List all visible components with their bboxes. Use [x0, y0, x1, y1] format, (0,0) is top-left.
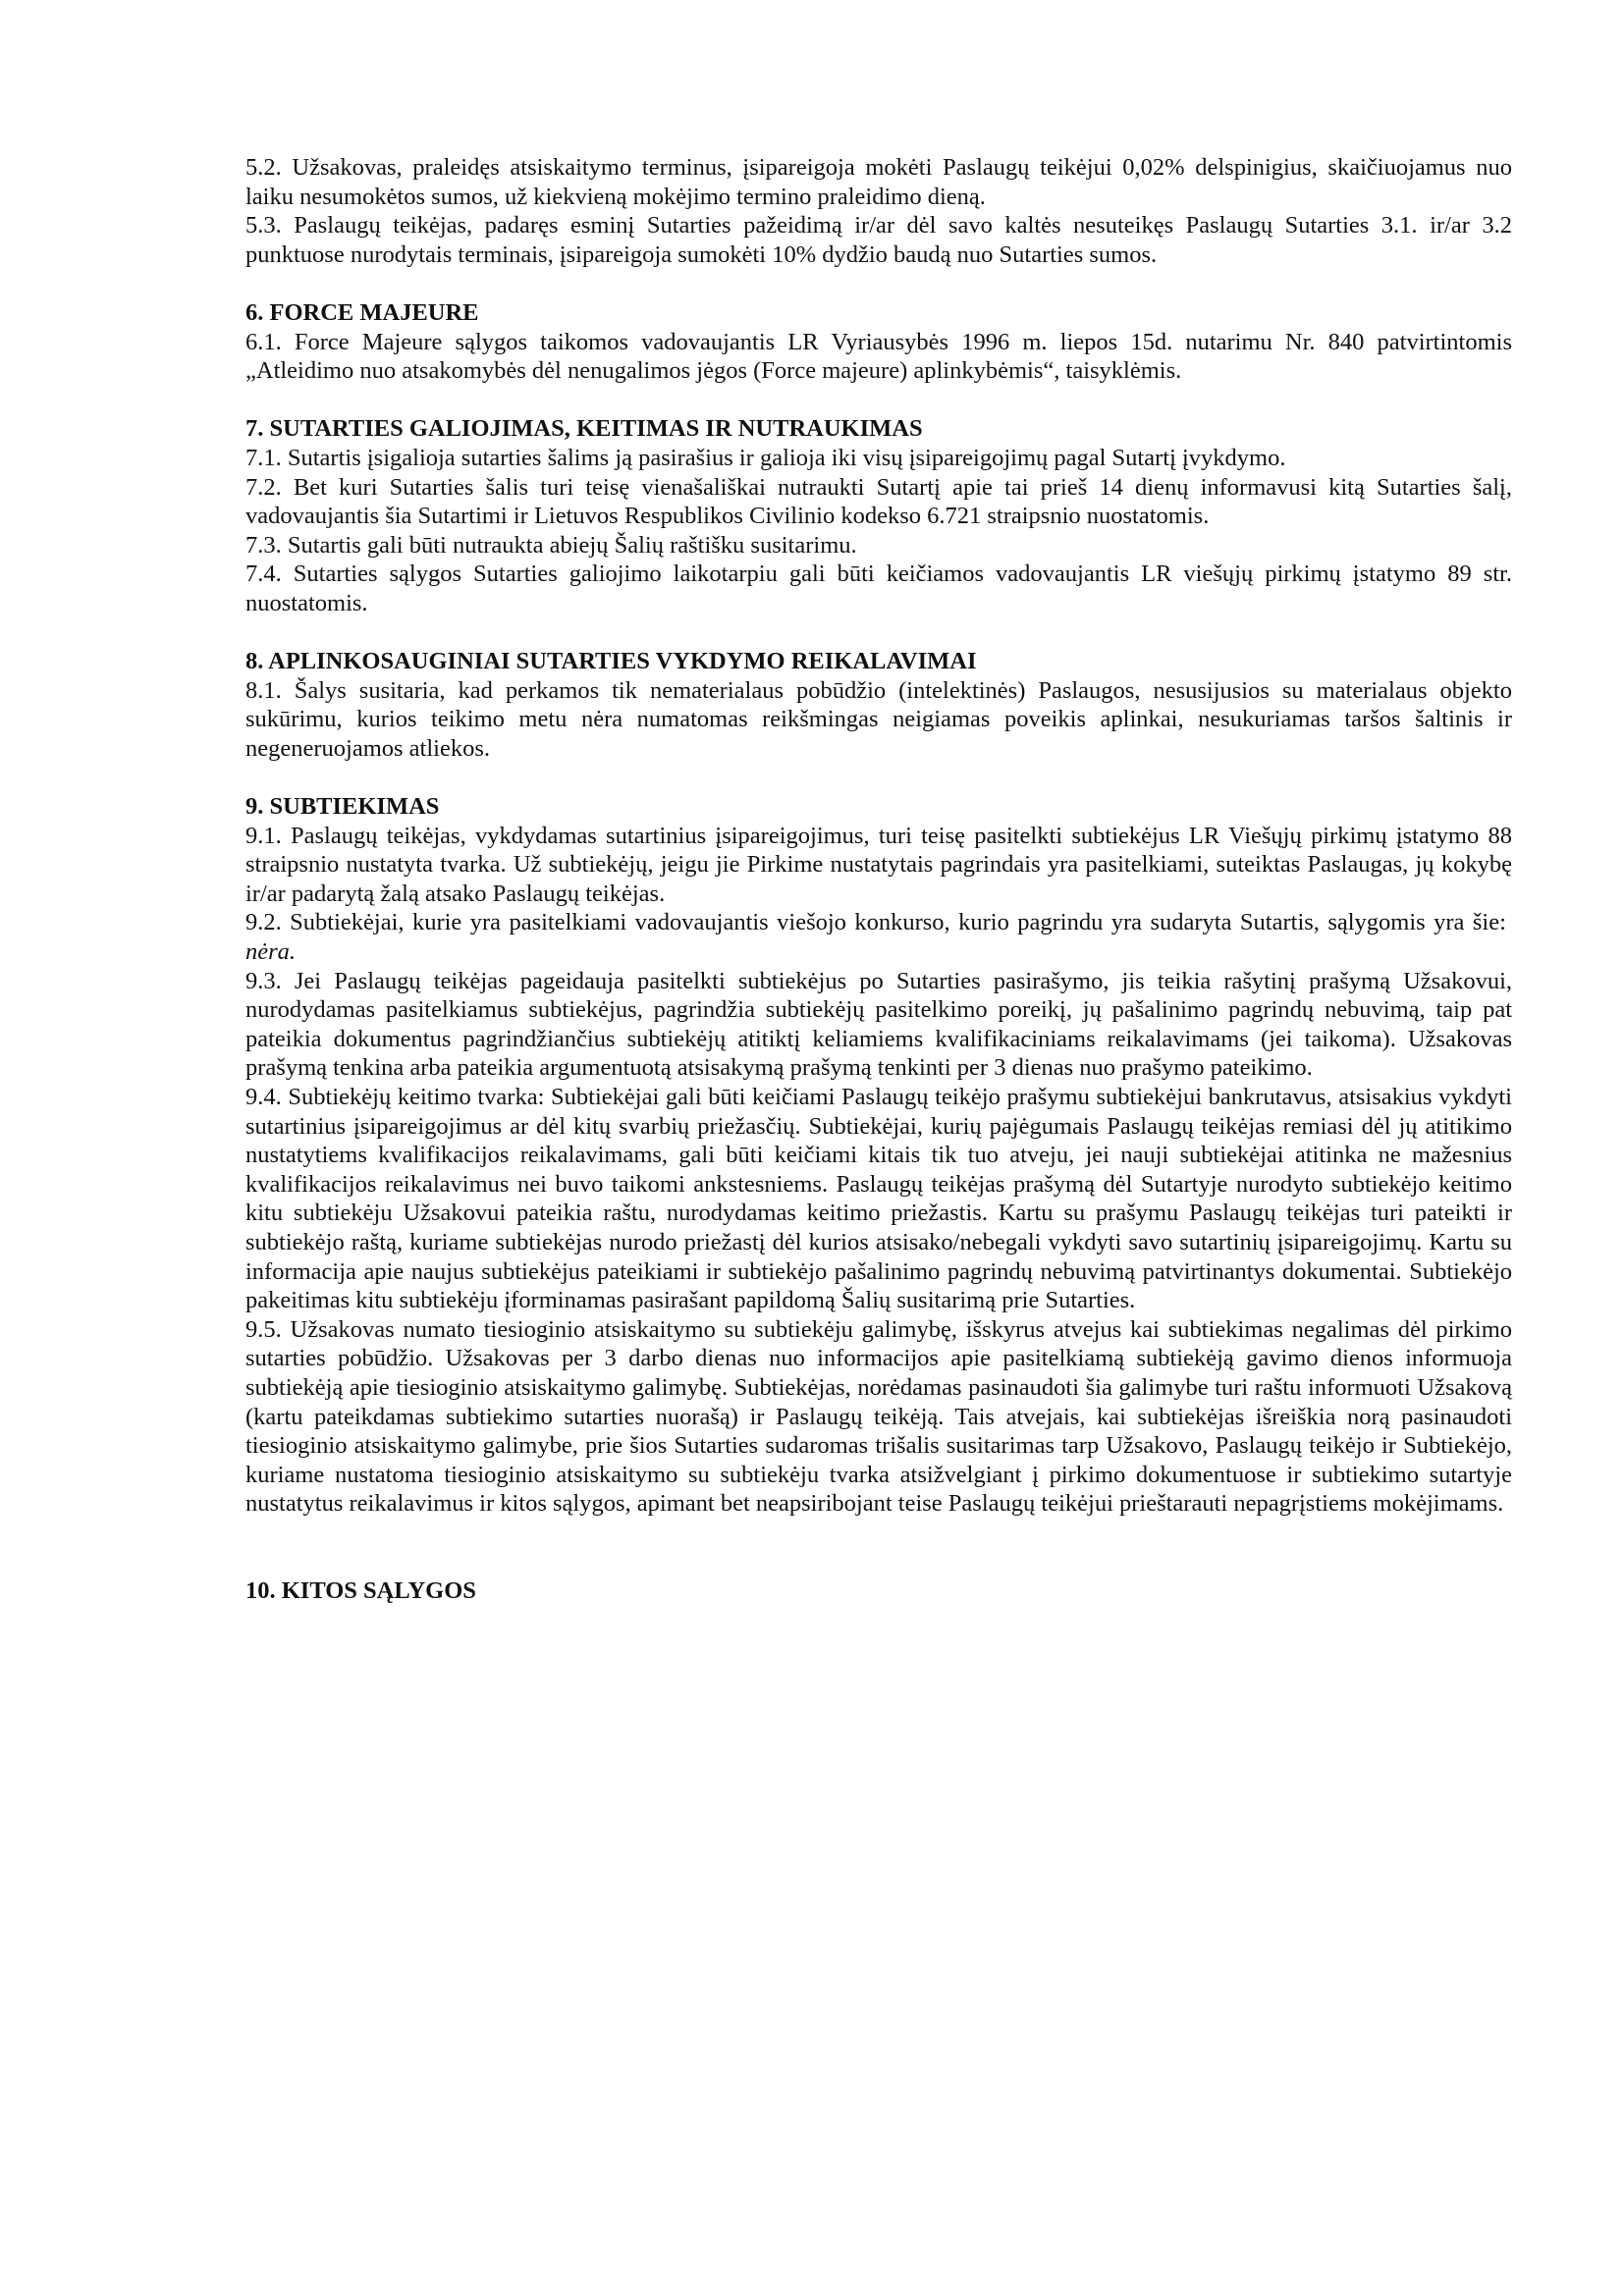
- clause-9-2-text: 9.2. Subtiekėjai, kurie yra pasitelkiami vadovaujantis viešojo konkurso, kurio pagrindu yra sudaryta Sutartis, sąlygomis yra šie:: [245, 909, 1506, 936]
- clause-9-1: 9.1. Paslaugų teikėjas, vykdydamas sutartinius įsipareigojimus, turi teisę pasitelkti subtiekėjus LR Viešųjų pirkimų įstatymo 88 straipsnio nustatyta tvarka. Už subtiekėjų, jeigu jie Pirkime nustatytais pagrindais yra pasitelkiami, suteiktas Paslaugas, jų kokybę ir/ar padarytą žalą atsako Paslaugų teikėjas.: [245, 822, 1512, 907]
- clause-5-2: 5.2. Užsakovas, praleidęs atsiskaitymo terminus, įsipareigoja mokėti Paslaugų teikėjui 0,02% delspinigius, skaičiuojamus nuo laiku nesumokėtos sumos, už kiekvieną mokėjimo termino praleidimo dieną.: [245, 154, 1512, 210]
- section-heading-9: 9. SUBTIEKIMAS: [245, 793, 440, 821]
- spacer: [245, 1519, 1512, 1576]
- clause-9-2: [245, 908, 1512, 966]
- clause-7-2: 7.2. Bet kuri Sutarties šalis turi teisę vienašališkai nutraukti Sutartį apie tai prieš 14 dienų informavusi kitą Sutarties šalį, vadovaujantis šia Sutartimi ir Lietuvos Respublikos Civilinio kodekso 6.721 straipsnio nuostatomis.: [245, 473, 1512, 530]
- spacer: [245, 618, 1512, 648]
- clause-7-1: 7.1. Sutartis įsigalioja sutarties šalims ją pasirašius ir galioja iki visų įsipareigojimų pagal Sutartį įvykdymo.: [245, 444, 1286, 471]
- section-heading-7: 7. SUTARTIES GALIOJIMAS, KEITIMAS IR NUTRAUKIMAS: [245, 415, 923, 443]
- subcontractors-value: nėra.: [245, 938, 297, 966]
- clause-8-1: 8.1. Šalys susitaria, kad perkamos tik nematerialaus pobūdžio (intelektinės) Paslaugos, nesusijusios su materialaus objekto sukūrimu, kurios teikimo metu nėra numatomas reikšmingas neigiamas poveikis aplinkai, nesukuriamas taršos šaltinis ir negeneruojamos atliekos.: [245, 676, 1512, 762]
- spacer: [245, 269, 1512, 298]
- clause-6-1: 6.1. Force Majeure sąlygos taikomos vadovaujantis LR Vyriausybės 1996 m. liepos 15d. nutarimu Nr. 840 patvirtintomis „Atleidimo nuo atsakomybės dėl nenugalimos jėgos (Force majeure) aplinkybėmis“, taisyklėmis.: [245, 328, 1512, 385]
- section-heading-8: 8. APLINKOSAUGINIAI SUTARTIES VYKDYMO REIKALAVIMAI: [245, 648, 977, 675]
- clause-7-4: 7.4. Sutarties sąlygos Sutarties galiojimo laikotarpiu gali būti keičiamos vadovaujantis LR viešųjų pirkimų įstatymo 89 str. nuostatomis.: [245, 561, 1512, 616]
- clause-9-5: 9.5. Užsakovas numato tiesioginio atsiskaitymo su subtiekėju galimybę, išskyrus atvejus kai subtiekimas negalimas dėl pirkimo sutarties pobūdžio. Užsakovas per 3 darbo dienas nuo informacijos apie pasitelkiamą subtiekėją gavimo dienos informuoja subtiekėją apie tiesioginio atsiskaitymo galimybę. Subtiekėjas, norėdamas pasinaudoti šia galimybe turi raštu informuoti Užsakovą (kartu pateikdamas subtiekimo sutarties nuorašą) ir Paslaugų teikėją. Tais atvejais, kai subtiekėjas išreiškia norą pasinaudoti tiesioginio atsiskaitymo galimybe, prie šios Sutarties sudaromas trišalis susitarimas tarp Užsakovo, Paslaugų teikėjo ir Subtiekėjo, kuriame nustatoma tiesioginio atsiskaitymo su subtiekėju tvarka atsižvelgiant į pirkimo dokumentuose ir subtiekimo sutartyje nustatytus reikalavimus ir kitos sąlygos, apimant bet neapsiribojant teise Paslaugų teikėjui prieštarauti nepagrįstiems mokėjimams.: [245, 1315, 1512, 1518]
- clause-9-3: 9.3. Jei Paslaugų teikėjas pageidauja pasitelkti subtiekėjus po Sutarties pasirašymo, jis teikia rašytinį prašymą Užsakovui, nurodydamas pasitelkiamus subtiekėjus, pagrindžia subtiekėjų pasitelkimo poreikį, jų pašalinimo pagrindų nebuvimą, taip pat pateikia dokumentus pagrindžiančius subtiekėjų atitiktį keliamiems kvalifikaciniams reikalavimams (jei taikoma). Užsakovas prašymą tenkina arba pateikia argumentuotą atsisakymą prašymą tenkinti per 3 dienas nuo prašymo pateikimo.: [245, 967, 1512, 1082]
- section-heading-10: 10. KITOS SĄLYGOS: [245, 1576, 476, 1604]
- clause-5-3: 5.3. Paslaugų teikėjas, padaręs esminį Sutarties pažeidimą ir/ar dėl savo kaltės nesuteikęs Paslaugų Sutarties 3.1. ir/ar 3.2 punktuose nurodytais terminais, įsipareigoja sumokėti 10% dydžio baudą nuo Sutarties sumos.: [245, 212, 1512, 268]
- clause-9-4: 9.4. Subtiekėjų keitimo tvarka: Subtiekėjai gali būti keičiami Paslaugų teikėjo prašymu subtiekėjui bankrutavus, atsisakius vykdyti sutartinius įsipareigojimus ar dėl kitų svarbių priežasčių. Subtiekėjai, kurių pajėgumais Paslaugų teikėjas remiasi dėl jų atitikimo nustatytiems kvalifikacijos reikalavimams, gali būti keičiami kitais tik tuo atveju, jei nauji subtiekėjai atitinka ne mažesnius kvalifikacijos reikalavimus nei buvo taikomi ankstesniems. Paslaugų teikėjas prašymą dėl Sutartyje nurodyto subtiekėjo keitimo kitu subtiekėju Užsakovui pateikia raštu, nurodydamas keitimo priežastis. Kartu su prašymu Paslaugų teikėjas turi pateikti ir subtiekėjo raštą, kuriame subtiekėjas nurodo priežastį dėl kurios atsisako/nebegali vykdyti savo sutartinių įsipareigojimų. Kartu su informacija apie naujus subtiekėjus pateikiami ir subtiekėjo pašalinimo pagrindų nebuvimą patvirtinantys dokumentai. Subtiekėjo pakeitimas kitu subtiekėju įforminamas pasirašant papildomą Šalių susitarimą prie Sutarties.: [245, 1084, 1512, 1314]
- spacer: [245, 386, 1512, 415]
- spacer: [245, 763, 1512, 792]
- clause-7-3: 7.3. Sutartis gali būti nutraukta abiejų Šalių raštišku susitarimu.: [245, 531, 857, 559]
- section-heading-6: 6. FORCE MAJEURE: [245, 298, 479, 326]
- document-page: [245, 153, 1512, 1606]
